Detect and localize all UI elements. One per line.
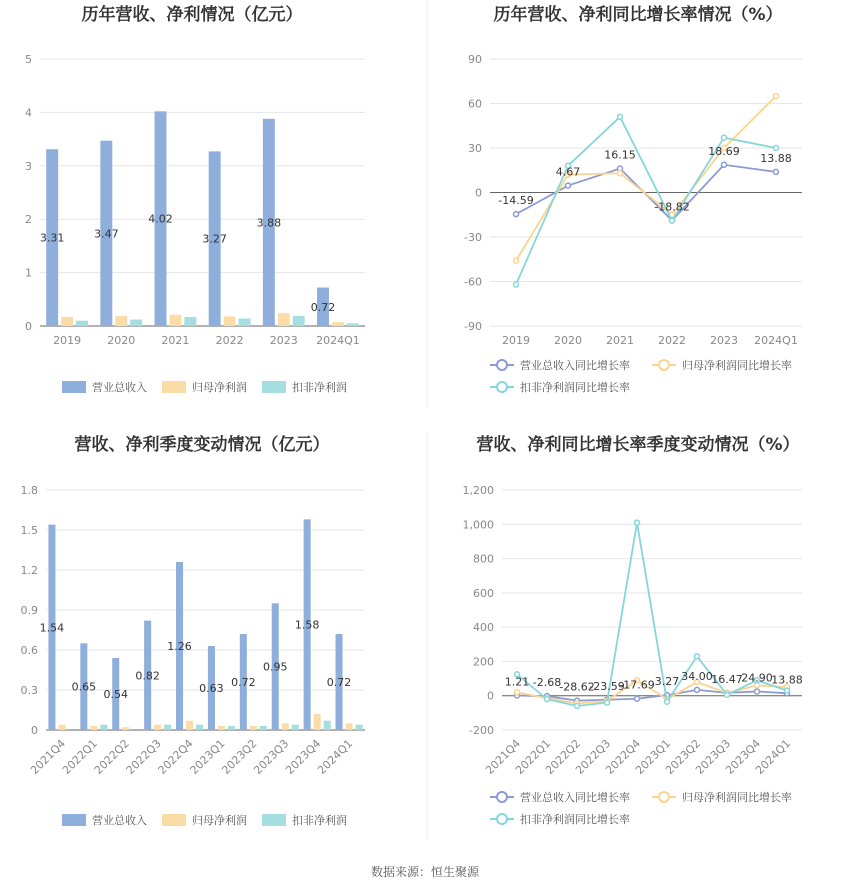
bar-net-profit[interactable] (282, 723, 289, 730)
bar-net-profit[interactable] (169, 315, 181, 326)
data-label: 3.88 (256, 216, 282, 230)
data-label: 4.67 (555, 165, 581, 179)
data-point[interactable] (635, 520, 640, 525)
bar-deducted-profit[interactable] (76, 321, 88, 326)
data-point[interactable] (545, 697, 550, 702)
bar-net-profit[interactable] (122, 727, 129, 730)
y-tick-label: 1.2 (20, 564, 38, 577)
legend-marker (497, 792, 507, 802)
data-label: 0.82 (135, 669, 160, 683)
chart-4 (463, 434, 803, 826)
y-tick-label: 0 (487, 689, 494, 703)
data-label: -2.68 (532, 676, 562, 690)
data-point[interactable] (566, 183, 571, 188)
x-tick-label: 2020 (107, 334, 136, 347)
y-tick-label: 0.3 (20, 684, 38, 697)
x-tick-label: 2022Q2 (543, 736, 584, 777)
legend-item[interactable] (490, 358, 630, 372)
legend-item[interactable] (262, 380, 347, 394)
legend-marker (497, 360, 507, 370)
data-point[interactable] (785, 688, 790, 693)
x-tick-label: 2023 (710, 334, 738, 347)
x-tick-label: 2022 (215, 334, 244, 347)
data-label: 3.27 (654, 675, 680, 689)
data-point[interactable] (722, 162, 727, 167)
x-tick-label: 2022Q2 (91, 736, 132, 777)
data-point[interactable] (514, 258, 519, 263)
bar-deducted-profit[interactable] (356, 725, 363, 730)
data-point[interactable] (695, 687, 700, 692)
data-point[interactable] (670, 218, 675, 223)
y-tick-label: 60 (468, 97, 482, 111)
data-point[interactable] (665, 699, 670, 704)
y-tick-label: -60 (464, 275, 482, 289)
y-tick-label: 1 (25, 266, 32, 280)
data-point[interactable] (605, 700, 610, 705)
x-tick-label: 2021Q4 (483, 736, 524, 777)
legend-item[interactable] (162, 813, 247, 827)
legend-swatch (62, 381, 86, 393)
chart-title: 历年营收、净利情况（亿元） (81, 5, 303, 25)
y-tick-label: 200 (473, 655, 494, 669)
data-label: -17.69 (619, 678, 655, 692)
series-line-3 (516, 117, 776, 285)
data-label: 13.88 (760, 151, 792, 165)
bar-deducted-profit[interactable] (293, 316, 305, 326)
y-tick-label: 1.5 (20, 524, 38, 537)
y-tick-label: 4 (25, 106, 32, 120)
data-label: 3.27 (202, 232, 227, 246)
data-point[interactable] (618, 171, 623, 176)
x-tick-label: 2021Q4 (28, 736, 69, 777)
x-tick-label: 2024Q1 (315, 736, 356, 777)
x-tick-label: 2023Q3 (693, 736, 734, 777)
legend-label: 营业总收入同比增长率 (520, 359, 630, 372)
x-tick-label: 2020 (554, 334, 582, 347)
y-tick-label: 0 (25, 320, 32, 333)
bar-net-profit[interactable] (61, 317, 73, 326)
x-tick-label: 2022Q4 (155, 736, 196, 777)
data-label: 1.58 (294, 618, 320, 632)
bar-net-profit[interactable] (250, 726, 257, 730)
legend-swatch (162, 381, 186, 393)
data-label: 0.65 (71, 680, 97, 694)
legend-item[interactable] (262, 813, 347, 827)
legend-label: 归母净利润同比增长率 (682, 359, 792, 372)
legend-label: 营业总收入同比增长率 (520, 791, 630, 804)
bar-deducted-profit[interactable] (100, 725, 107, 730)
legend-swatch (62, 814, 86, 826)
x-tick-label: 2023Q4 (723, 736, 764, 777)
bar-net-profit[interactable] (346, 723, 353, 730)
legend-label: 扣非净利润同比增长率 (520, 813, 630, 826)
legend-label: 营业总收入 (92, 381, 147, 394)
y-tick-label: 400 (473, 621, 494, 635)
data-label: 34.00 (681, 669, 713, 683)
data-label: 0.72 (231, 676, 256, 689)
bar-net-profit[interactable] (115, 316, 127, 326)
y-tick-label: 2 (25, 213, 32, 227)
bar-net-profit[interactable] (154, 725, 161, 730)
x-tick-label: 2023Q2 (663, 736, 704, 777)
chart-2 (464, 4, 802, 394)
bar-deducted-profit[interactable] (239, 319, 251, 326)
bar-deducted-profit[interactable] (260, 726, 267, 730)
y-tick-label: 30 (468, 142, 482, 155)
y-tick-label: 0 (475, 186, 482, 200)
data-label: 18.69 (708, 144, 740, 158)
x-tick-label: 2023Q1 (633, 736, 674, 777)
legend-label: 归母净利润同比增长率 (682, 791, 792, 804)
data-point[interactable] (774, 94, 779, 99)
data-label: -23.59 (589, 679, 625, 693)
y-tick-label: 800 (473, 552, 494, 566)
chart-title: 营收、净利季度变动情况（亿元） (74, 435, 330, 455)
data-point[interactable] (575, 704, 580, 709)
legend-swatch (262, 814, 286, 826)
data-point[interactable] (514, 212, 519, 217)
y-tick-label: 3 (25, 159, 32, 173)
legend-marker (659, 360, 669, 370)
legend-label: 归母净利润 (192, 814, 247, 827)
data-label: 4.02 (148, 212, 173, 226)
y-tick-label: -30 (464, 231, 482, 244)
data-label: 0.72 (310, 300, 336, 314)
bar-deducted-profit[interactable] (228, 726, 235, 730)
data-label: 13.88 (771, 673, 803, 687)
x-tick-label: 2023Q4 (283, 736, 324, 777)
data-point[interactable] (722, 135, 727, 140)
x-tick-label: 2023Q3 (251, 736, 292, 777)
x-tick-label: 2023Q1 (187, 736, 228, 777)
bar-net-profit[interactable] (224, 316, 236, 326)
chart-title: 历年营收、净利同比增长率情况（%） (493, 5, 783, 25)
legend-marker (659, 792, 669, 802)
bar-deducted-profit[interactable] (324, 721, 331, 730)
data-label: 24.90 (741, 671, 773, 685)
y-tick-label: 5 (25, 53, 32, 66)
y-tick-label: 600 (473, 586, 494, 600)
legend-item[interactable] (652, 358, 792, 372)
data-label: 0.72 (326, 676, 352, 689)
data-label: 1.26 (167, 640, 192, 653)
legend-swatch (262, 381, 286, 393)
y-tick-label: 0 (31, 724, 38, 737)
bar-deducted-profit[interactable] (347, 323, 359, 326)
y-tick-label: -90 (464, 320, 482, 333)
legend-item[interactable] (490, 790, 630, 804)
legend-item[interactable] (62, 380, 147, 394)
x-tick-label: 2021 (161, 334, 190, 347)
bar-net-profit[interactable] (58, 725, 65, 730)
legend-item[interactable] (162, 380, 247, 394)
data-label: 16.47 (711, 672, 743, 686)
chart-1 (25, 4, 365, 394)
data-point[interactable] (514, 282, 519, 287)
y-tick-label: 0.6 (20, 644, 38, 657)
x-tick-label: 2024Q1 (753, 736, 794, 777)
data-point[interactable] (755, 689, 760, 694)
legend-item[interactable] (652, 790, 792, 804)
bar-deducted-profit[interactable] (164, 725, 171, 730)
data-point[interactable] (635, 696, 640, 701)
y-tick-label: 90 (468, 53, 482, 66)
bar-deducted-profit[interactable] (292, 725, 299, 730)
data-label: -28.62 (559, 680, 595, 694)
x-tick-label: 2022Q3 (573, 736, 614, 777)
legend-label: 扣非净利润 (292, 814, 347, 827)
x-tick-label: 2023Q2 (219, 736, 260, 777)
y-tick-label: 0.9 (20, 604, 38, 617)
legend-label: 营业总收入 (92, 814, 147, 827)
legend-item[interactable] (490, 812, 630, 826)
legend-marker (497, 814, 507, 824)
bar-net-profit[interactable] (186, 721, 193, 730)
data-source: 数据来源：恒生聚源 (370, 865, 480, 879)
legend-label: 扣非净利润 (292, 381, 347, 394)
legend-item[interactable] (62, 813, 147, 827)
y-tick-label: 1,200 (462, 484, 494, 497)
y-tick-label: 1,000 (462, 518, 494, 532)
bar-net-profit[interactable] (278, 313, 290, 326)
data-label: 1.21 (504, 675, 530, 689)
x-tick-label: 2019 (502, 334, 530, 347)
data-label: 0.54 (103, 688, 128, 701)
x-tick-label: 2023 (269, 334, 298, 347)
x-tick-label: 2022 (658, 334, 686, 347)
data-point[interactable] (695, 654, 700, 659)
bar-deducted-profit[interactable] (196, 725, 203, 730)
data-label: -14.59 (498, 194, 534, 208)
x-tick-label: 2024Q1 (316, 334, 360, 347)
data-point[interactable] (515, 690, 520, 695)
data-label: 0.95 (262, 660, 288, 674)
legend-label: 扣非净利润同比增长率 (520, 381, 630, 394)
data-point[interactable] (618, 114, 623, 119)
bar-deducted-profit[interactable] (184, 317, 196, 326)
data-label: -18.82 (654, 200, 690, 214)
chart-title: 营收、净利同比增长率季度变动情况（%） (476, 435, 800, 455)
data-point[interactable] (774, 169, 779, 174)
chart-3 (21, 434, 366, 827)
x-tick-label: 2022Q1 (513, 736, 554, 777)
data-label: 0.63 (199, 682, 224, 695)
data-label: 1.54 (39, 621, 65, 635)
x-tick-label: 2022Q3 (123, 736, 164, 777)
legend-item[interactable] (490, 380, 630, 394)
bar-net-profit[interactable] (90, 726, 97, 730)
data-label: 3.31 (39, 231, 65, 245)
x-tick-label: 2019 (53, 334, 82, 347)
legend-marker (497, 382, 507, 392)
legend-swatch (162, 814, 186, 826)
x-tick-label: 2021 (606, 334, 634, 347)
data-label: 3.47 (94, 227, 119, 241)
legend-label: 归母净利润 (192, 381, 247, 394)
x-tick-label: 2024Q1 (754, 334, 798, 347)
x-tick-label: 2022Q4 (603, 736, 644, 777)
bar-net-profit[interactable] (332, 322, 344, 326)
y-tick-label: 1.8 (20, 484, 38, 497)
data-label: 16.15 (604, 148, 636, 162)
bar-deducted-profit[interactable] (130, 320, 142, 326)
bar-net-profit[interactable] (218, 726, 225, 730)
x-tick-label: 2022Q1 (59, 736, 100, 777)
bar-net-profit[interactable] (314, 714, 321, 730)
y-tick-label: -200 (469, 724, 494, 737)
data-point[interactable] (774, 146, 779, 151)
data-point[interactable] (725, 692, 730, 697)
